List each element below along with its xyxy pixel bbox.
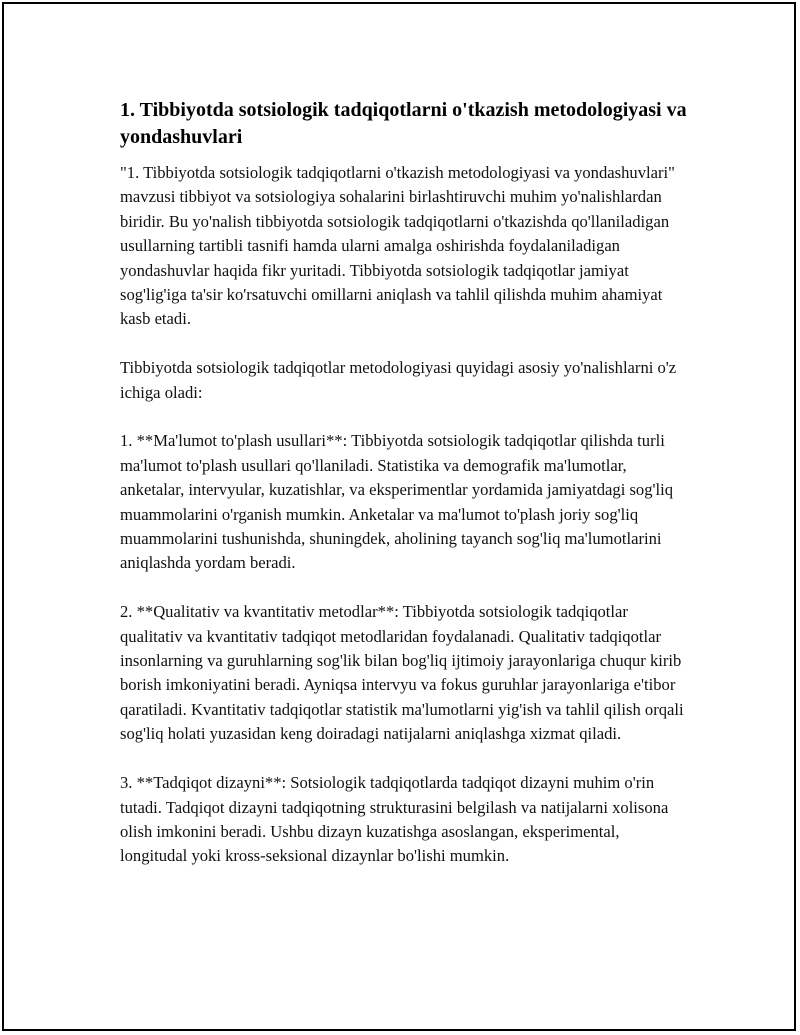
paragraph-item-3: 3. **Tadqiqot dizayni**: Sotsiologik tadqiqotlarda tadqiqot dizayni muhim o'rin tutadi. Tadqiqot dizayni tadqiqotning strukturasini belgilash va natijalarni xolisona olish imkonini beradi. Ushbu dizayn kuzatishga asoslangan, eksperimental, longitudal yoki kross-seksional dizaynlar bo'lishi mumkin. — [120, 773, 669, 866]
paragraph-intro: "1. Tibbiyotda sotsiologik tadqiqotlarni o'tkazish metodologiyasi va yondashuvlari" mavzusi tibbiyot va sotsiologiya sohalarini birlashtiruvchi muhim yo'nalishlardan biridir. Bu yo'nalish tibbiyotda sotsiologik tadqiqotlarni o'tkazishda qo'llaniladigan usullarning tartibli tasnifi hamda ularni amalga oshirishda foydalaniladigan yondashuvlar haqida fikr yuritadi. Tibbiyotda sotsiologik tadqiqotlar jamiyat sog'lig'iga ta'sir ko'rsatuvchi omillarni aniqlash va tahlil qilishda muhim ahamiyat kasb etadi. — [120, 163, 675, 329]
paragraph-overview: Tibbiyotda sotsiologik tadqiqotlar metodologiyasi quyidagi asosiy yo'nalishlarni o'z ichiga oladi: — [120, 358, 677, 402]
document-page — [2, 2, 796, 1031]
document-title: 1. Tibbiyotda sotsiologik tadqiqotlarni o'tkazish metodologiyasi va yondashuvlari — [120, 99, 687, 148]
paragraph-item-2: 2. **Qualitativ va kvantitativ metodlar**: Tibbiyotda sotsiologik tadqiqotlar qualitativ va kvantitativ tadqiqot metodlaridan foydalanadi. Qualitativ tadqiqotlar insonlarning va guruhlarning sog'lik bilan bog'liq ijtimoiy jarayonlariga chuqur kirib borish imkoniyatini beradi. Ayniqsa intervyu va fokus guruhlar jarayonlariga e'tibor qaratiladi. Kvantitativ tadqiqotlar statistik ma'lumotlarni yig'ish va tahlil qilish orqali sog'liq holati yuzasidan keng doiradagi natijalarni aniqlashga xizmat qiladi. — [120, 602, 684, 744]
paragraph-item-1: 1. **Ma'lumot to'plash usullari**: Tibbiyotda sotsiologik tadqiqotlar qilishda turli ma'lumot to'plash usullari qo'llaniladi. Statistika va demografik ma'lumotlar, anketalar, intervyular, kuzatishlar, va eksperimentlar yordamida jamiyatdagi sog'liq muammolarini o'rganish mumkin. Anketalar va ma'lumot to'plash joriy sog'liq muammolarini tushunishda, shuningdek, aholining tayanch sog'liq ma'lumotlarini aniqlashda yordam beradi. — [120, 431, 674, 573]
document-content — [120, 97, 690, 893]
